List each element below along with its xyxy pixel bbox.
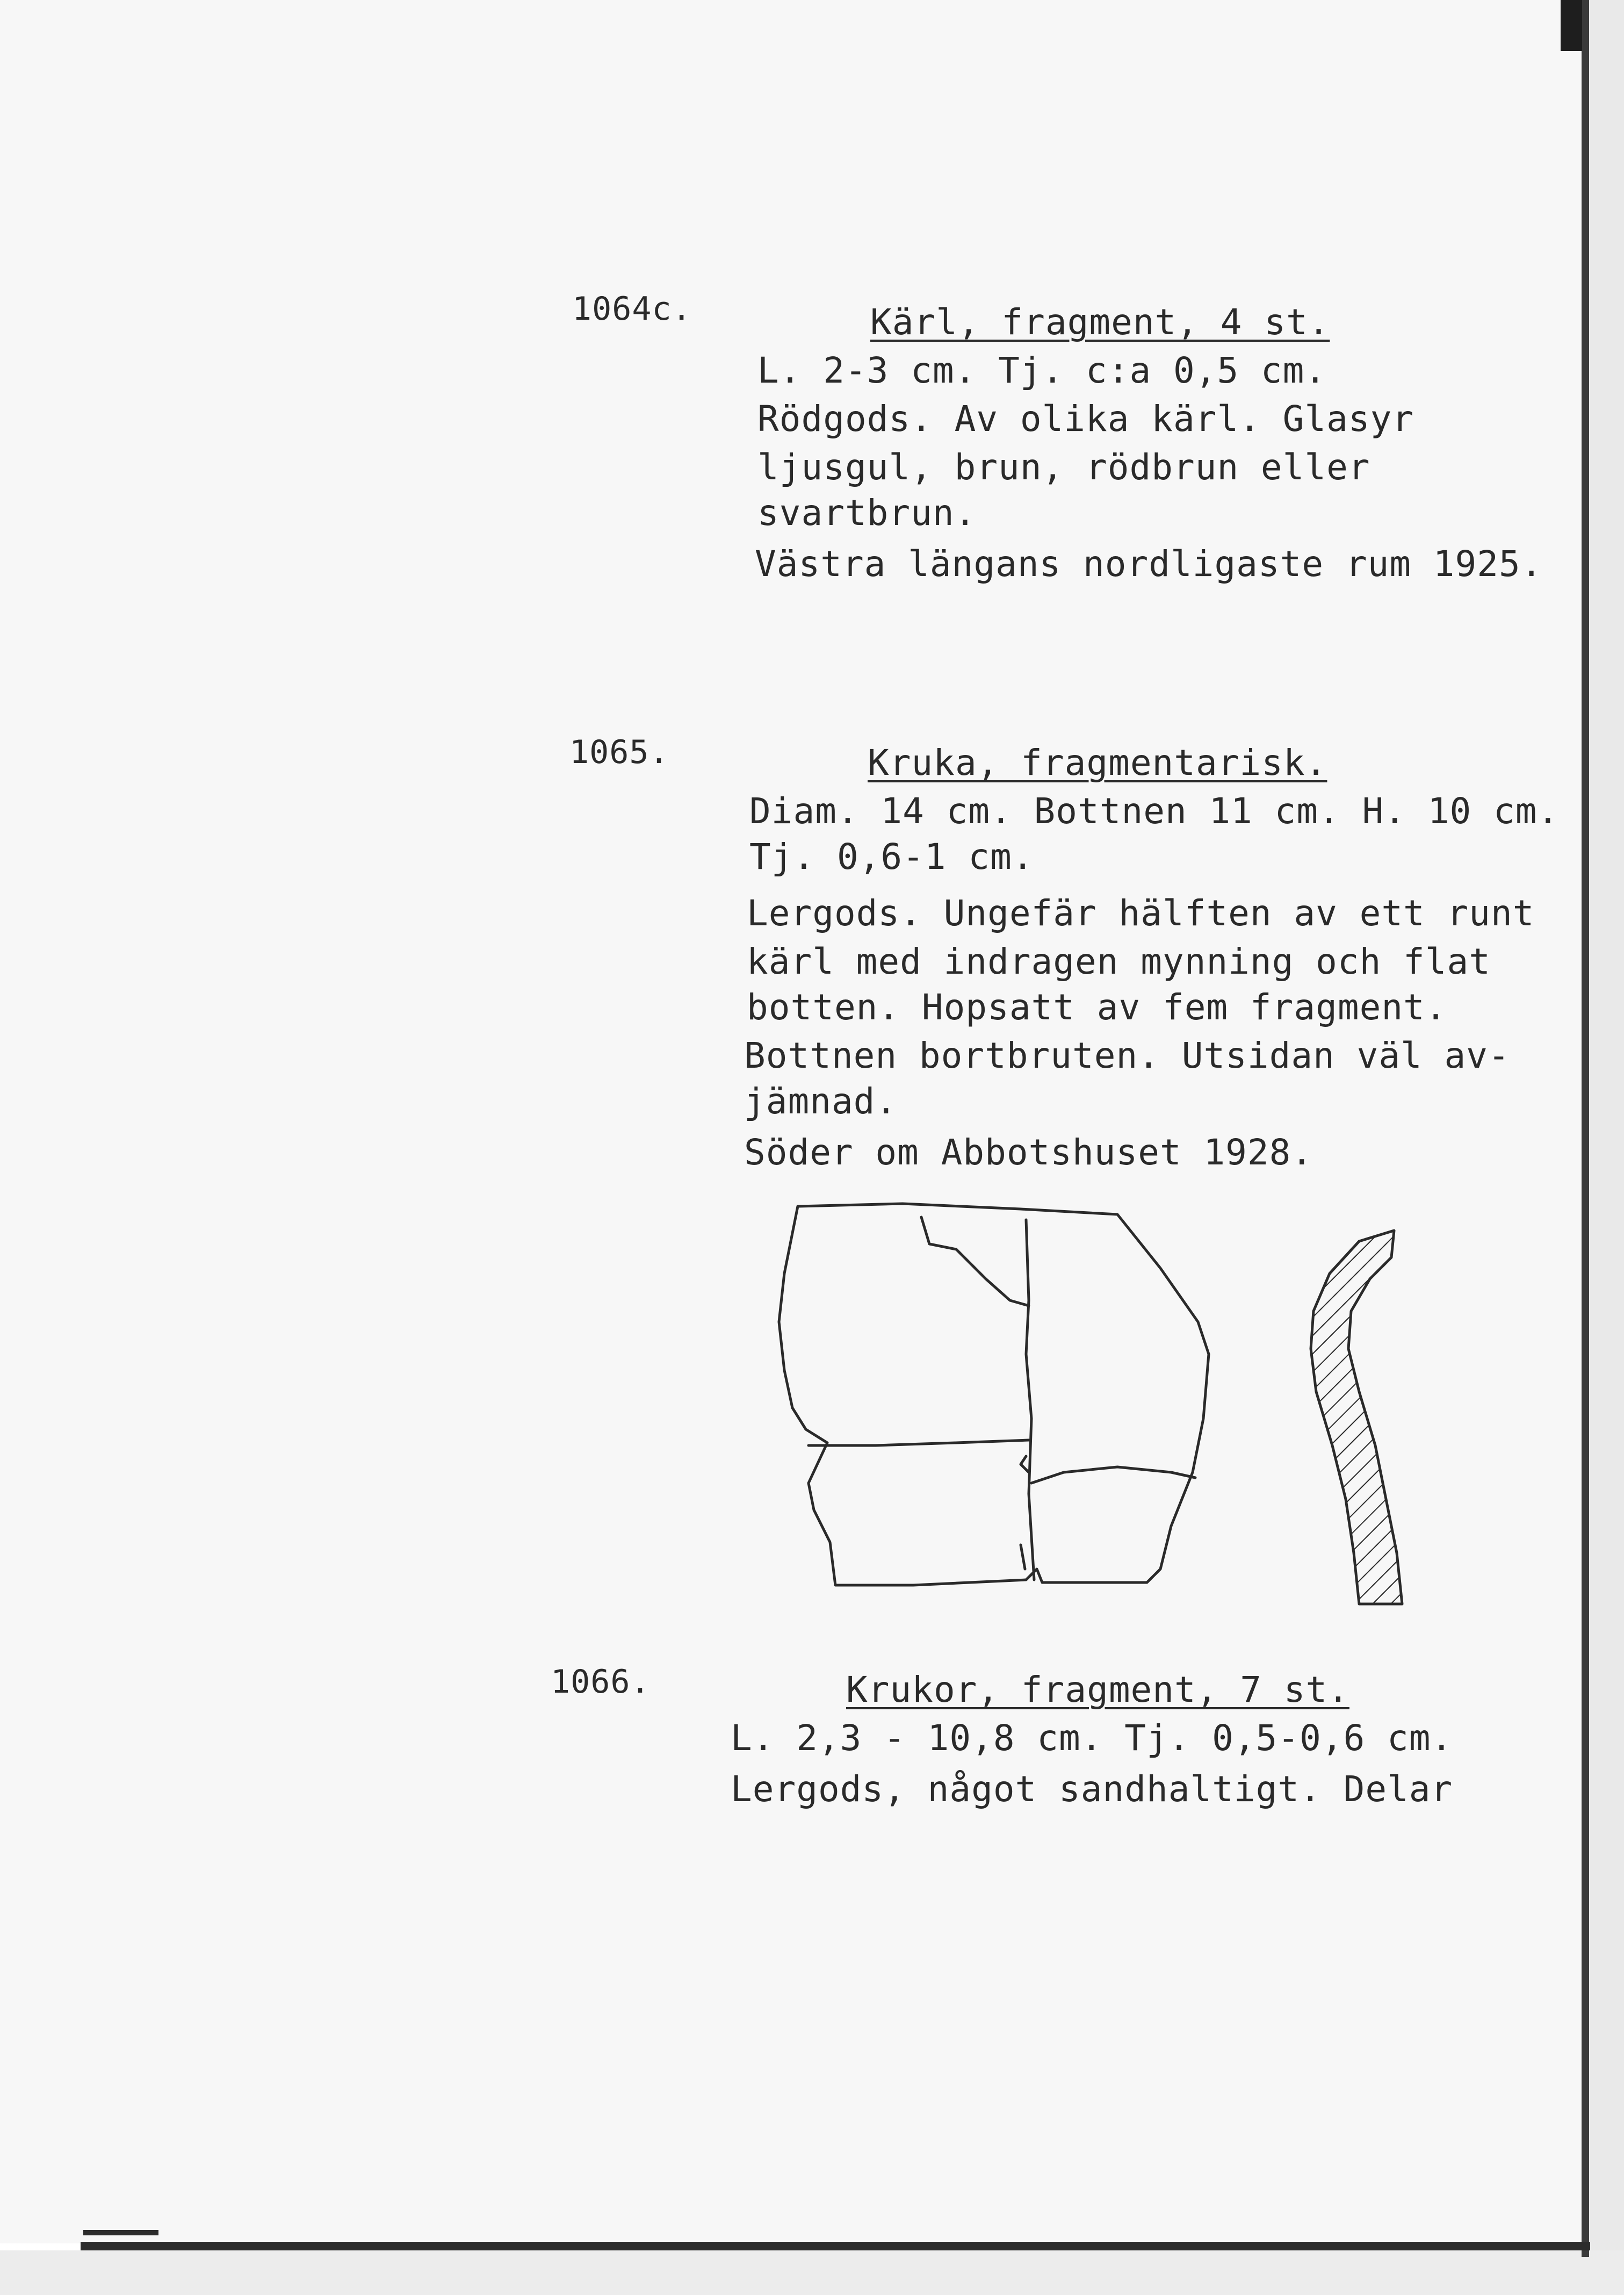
entry-line: jämnad. (744, 1081, 898, 1122)
entry-number: 1065. (569, 733, 669, 771)
entry-line: svartbrun. (757, 492, 977, 534)
entry-line: ljusgul, brun, rödbrun eller (757, 447, 1370, 488)
entry-number: 1066. (551, 1663, 651, 1701)
page-edge-corner (1561, 0, 1582, 51)
entry-line: Lergods. Ungefär hälften av ett runt (747, 893, 1535, 934)
entry-line: L. 2-3 cm. Tj. c:a 0,5 cm. (757, 350, 1327, 391)
entry-line: Bottnen bortbruten. Utsidan väl av- (744, 1035, 1510, 1076)
entry-line: kärl med indragen mynning och flat (747, 941, 1491, 982)
entry-title: Kruka, fragmentarisk. (868, 742, 1327, 783)
scan-margin-bottom (0, 2250, 1624, 2295)
scan-margin-right (1589, 0, 1624, 2295)
entry-line: Söder om Abbotshuset 1928. (744, 1132, 1313, 1173)
entry-line: Tj. 0,6-1 cm. (749, 836, 1034, 877)
page-edge-bottom-lip (83, 2230, 158, 2235)
entry-line: L. 2,3 - 10,8 cm. Tj. 0,5-0,6 cm. (731, 1717, 1453, 1759)
entry-title: Krukor, fragment, 7 st. (846, 1669, 1349, 1710)
entry-line: botten. Hopsatt av fem fragment. (747, 987, 1447, 1028)
pottery-section-drawing (1300, 1220, 1429, 1623)
entry-line: Lergods, något sandhaltigt. Delar (731, 1768, 1453, 1810)
entry-number: 1064c. (572, 290, 692, 328)
entry-line: Diam. 14 cm. Bottnen 11 cm. H. 10 cm. (749, 790, 1560, 832)
page-edge-right (1582, 0, 1589, 2257)
entry-line: Västra längans nordligaste rum 1925. (755, 543, 1543, 585)
page-edge-bottom (81, 2242, 1590, 2250)
entry-line: Rödgods. Av olika kärl. Glasyr (757, 398, 1414, 440)
entry-title: Kärl, fragment, 4 st. (870, 301, 1330, 343)
